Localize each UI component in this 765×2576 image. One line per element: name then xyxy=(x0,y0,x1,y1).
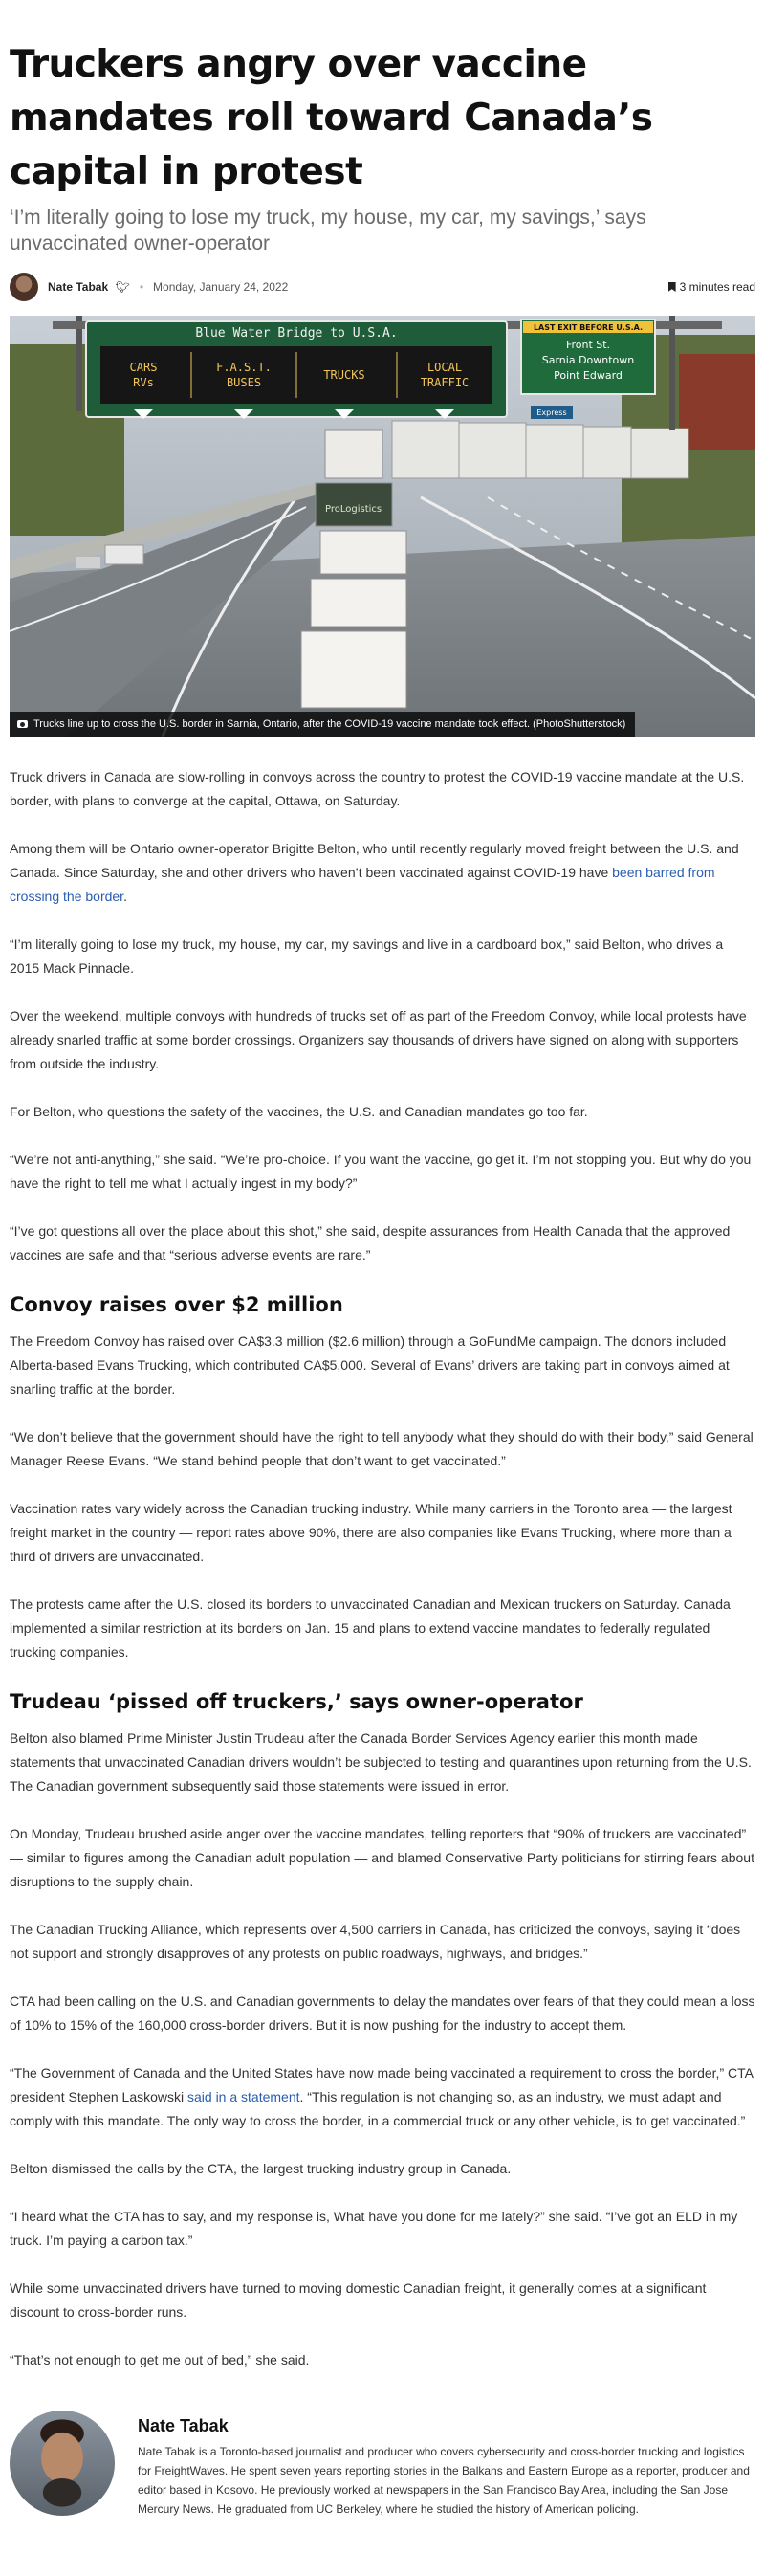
byline xyxy=(10,270,755,304)
paragraph: Belton also blamed Prime Minister Justin Trudeau after the Canada Border Services Agency earlier this month made statements that unvaccinated Canadian drivers wouldn’t be subjected to testing and quarantines upon returning from the U.S. The Canadian government subsequently said those statements were issued in error. xyxy=(10,1730,752,1794)
author-photo[interactable] xyxy=(10,2411,115,2516)
author-bio: Nate Tabak is a Toronto-based journalist and producer who covers cybersecurity and cross-border trucking and logistics for FreightWaves. He spent seven years reporting stories in the Balkans and Eastern Europe as a reporter, producer and editor based in Kosovo. He previously worked at newspapers in the San Francisco Bay Area, including the San Jose Mercury News. He graduated from UC Berkeley, where he studied the history of American policing. xyxy=(138,2445,750,2516)
hero-photo-illustration xyxy=(10,316,755,737)
read-time xyxy=(668,280,755,294)
read-time-label: 3 minutes read xyxy=(679,280,755,294)
sign-main-text: Blue Water Bridge to U.S.A. xyxy=(195,326,398,341)
statement-link[interactable]: said in a statement xyxy=(187,2089,300,2104)
paragraph xyxy=(10,2061,755,2133)
trailer-brand-text: ProLogistics xyxy=(325,504,382,515)
lane-4b-text: TRAFFIC xyxy=(420,376,470,389)
exit-1-text: Front St. xyxy=(565,339,611,351)
author-avatar[interactable] xyxy=(10,273,38,301)
exit-top-text: LAST EXIT BEFORE U.S.A. xyxy=(533,323,644,332)
bookmark-icon xyxy=(668,282,676,292)
lane-1b-text: RVs xyxy=(133,376,154,389)
subheadline: ‘I’m literally going to lose my truck, my house, my car, my savings,’ says unvaccinated owner-operator xyxy=(10,207,646,254)
exit-3-text: Point Edward xyxy=(554,369,623,382)
paragraph: Belton dismissed the calls by the CTA, the largest trucking industry group in Canada. xyxy=(10,2161,512,2176)
paragraph: Truck drivers in Canada are slow-rolling in convoys across the country to protest the COVID-19 vaccine mandate at the U.S. border, with plans to converge at the capital, Ottawa, on Saturday. xyxy=(10,769,745,808)
lane-2b-text: BUSES xyxy=(226,376,262,389)
lane-4a-text: LOCAL xyxy=(426,361,463,374)
author-bio-box xyxy=(10,2411,755,2519)
section-heading: Convoy raises over $2 million xyxy=(10,1293,343,1316)
camera-icon xyxy=(17,720,28,728)
section-heading: Trudeau ‘pissed off truckers,’ says owner-operator xyxy=(10,1690,583,1713)
hero-image xyxy=(10,316,755,737)
paragraph: While some unvaccinated drivers have turned to moving domestic Canadian freight, it generally comes at a significant discount to cross-border runs. xyxy=(10,2280,707,2320)
exit-2-text: Sarnia Downtown xyxy=(541,354,635,366)
paragraph xyxy=(10,837,755,909)
article-body xyxy=(10,765,755,2372)
paragraph: Vaccination rates vary widely across the Canadian trucking industry. While many carriers in the Toronto area — the largest freight market in the country — report rates above 90%, there are also companies like Evans Trucking, where more than a third of drivers are unvaccinated. xyxy=(10,1501,732,1564)
paragraph: The Freedom Convoy has raised over CA$3.3 million ($2.6 million) through a GoFundMe campaign. The donors included Alberta-based Evans Trucking, which contributed CA$5,000. Several of Evans’ drivers are taking part in convoys aimed at snarling traffic at the border. xyxy=(10,1333,730,1397)
paragraph: CTA had been calling on the U.S. and Canadian governments to delay the mandates over fears of that they could mean a loss of 10% to 15% of the 160,000 cross-border drivers. But it is now pushing for the industry to accept them. xyxy=(10,1993,755,2033)
publish-date: Monday, January 24, 2022 xyxy=(153,280,289,294)
express-sign-text: Express xyxy=(536,408,567,417)
paragraph: The Canadian Trucking Alliance, which represents over 4,500 carriers in Canada, has criticized the convoys, saying it “does not support and strongly disapproves of any protests on public roadways, highways, and bridges.” xyxy=(10,1922,741,1961)
paragraph-text: “The Government of Canada and the United States have now made being vaccinated a requirement to cross the border,” CTA president Stephen Laskowski xyxy=(10,2065,754,2104)
paragraph-text: Among them will be Ontario owner-operator Brigitte Belton, who until recently regularly moved freight between the U.S. and Canada. Since Saturday, she and other drivers who haven’t been vaccinated against COVID-19 have xyxy=(10,841,739,880)
border-barred-link[interactable]: been barred from crossing the border xyxy=(10,865,715,904)
paragraph: “We don’t believe that the government should have the right to tell anybody what they should do with their body,” said General Manager Reese Evans. “We stand behind people that don’t want to get vaccinated.” xyxy=(10,1429,754,1468)
paragraph: “I’m literally going to lose my truck, my house, my car, my savings and live in a cardboard box,” said Belton, who drives a 2015 Mack Pinnacle. xyxy=(10,936,724,976)
paragraph: “I heard what the CTA has to say, and my response is, What have you done for me lately?” she said. “I’ve got an ELD in my truck. I’m paying a carbon tax.” xyxy=(10,2209,738,2248)
page-title: Truckers angry over vaccine mandates roll toward Canada’s capital in protest xyxy=(10,43,653,193)
lane-2a-text: F.A.S.T. xyxy=(216,361,272,374)
author-link[interactable]: Nate Tabak xyxy=(48,280,109,294)
paragraph-text: . xyxy=(123,889,127,904)
paragraph: On Monday, Trudeau brushed aside anger over the vaccine mandates, telling reporters that “90% of truckers are vaccinated” — similar to figures among the Canadian adult population — and blamed Conservative Party politicians for stirring fears about disruptions to the supply chain. xyxy=(10,1826,754,1889)
lane-3-text: TRUCKS xyxy=(323,368,365,382)
author-name[interactable]: Nate Tabak xyxy=(138,2416,229,2435)
paragraph: “That’s not enough to get me out of bed,” she said. xyxy=(10,2352,310,2367)
paragraph: For Belton, who questions the safety of the vaccines, the U.S. and Canadian mandates go too far. xyxy=(10,1104,588,1119)
paragraph: “I’ve got questions all over the place about this shot,” she said, despite assurances from Health Canada that the approved vaccines are safe and that “serious adverse events are rare.” xyxy=(10,1223,731,1263)
paragraph-text: . “This regulation is not changing so, as an industry, we must adapt and comply with this mandate. The only way to cross the border, in a commercial truck or any other vehicle, is to get vaccinated.” xyxy=(10,2089,746,2128)
paragraph: The protests came after the U.S. closed its borders to unvaccinated Canadian and Mexican truckers on Saturday. Canada implemented a similar restriction at its borders on Jan. 15 and plans to extend vaccine mandates to federally regulated trucking companies. xyxy=(10,1596,731,1660)
lane-1a-text: CARS xyxy=(129,361,158,374)
image-caption xyxy=(10,712,635,737)
paragraph: “We’re not anti-anything,” she said. “We’re pro-choice. If you want the vaccine, go get it. I’m not stopping you. But why do you have the right to tell me what I actually ingest in my body?” xyxy=(10,1152,752,1191)
paragraph: Over the weekend, multiple convoys with hundreds of trucks set off as part of the Freedom Convoy, while local protests have already snarled traffic at some border crossings. Organizers say thousands of drivers have signed on along with supporters from outside the industry. xyxy=(10,1008,747,1071)
separator-dot: • xyxy=(139,280,144,294)
twitter-icon[interactable]: 🐦︎ xyxy=(115,280,130,294)
image-caption-text: Trucks line up to cross the U.S. border in Sarnia, Ontario, after the COVID-19 vaccine mandate took effect. (PhotoShutterstock) xyxy=(33,718,626,730)
